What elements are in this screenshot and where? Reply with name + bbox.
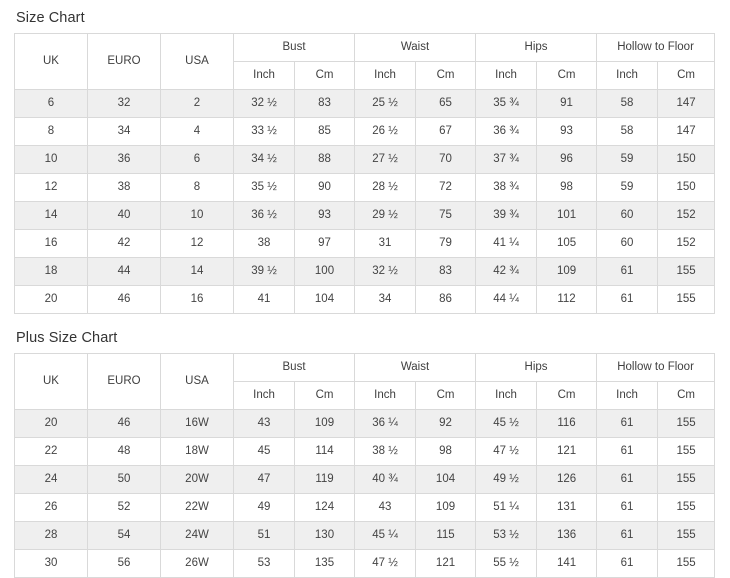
cell-hips-inch: 35 ¾ (476, 90, 537, 118)
column-header-hips: Hips (476, 34, 597, 62)
cell-hips-cm: 96 (537, 146, 597, 174)
cell-bust-cm: 83 (295, 90, 355, 118)
cell-bust-inch: 51 (234, 522, 295, 550)
cell-hollow-inch: 61 (597, 466, 658, 494)
cell-bust-cm: 114 (295, 438, 355, 466)
cell-hips-cm: 98 (537, 174, 597, 202)
column-header-euro: EURO (88, 34, 161, 90)
cell-bust-cm: 130 (295, 522, 355, 550)
unit-header-waist-cm: Cm (416, 382, 476, 410)
cell-waist-cm: 65 (416, 90, 476, 118)
cell-bust-inch: 41 (234, 286, 295, 314)
cell-hips-cm: 91 (537, 90, 597, 118)
column-header-waist: Waist (355, 354, 476, 382)
cell-hollow-inch: 61 (597, 410, 658, 438)
cell-hips-cm: 141 (537, 550, 597, 578)
cell-hips-inch: 41 ¼ (476, 230, 537, 258)
cell-usa: 18W (161, 438, 234, 466)
cell-hollow-cm: 147 (658, 90, 715, 118)
cell-bust-inch: 49 (234, 494, 295, 522)
column-header-hips: Hips (476, 354, 597, 382)
unit-header-waist-inch: Inch (355, 382, 416, 410)
unit-header-bust-cm: Cm (295, 382, 355, 410)
table-row (15, 438, 715, 466)
cell-euro: 52 (88, 494, 161, 522)
cell-euro: 48 (88, 438, 161, 466)
cell-hips-inch: 39 ¾ (476, 202, 537, 230)
cell-hollow-cm: 150 (658, 146, 715, 174)
cell-hollow-cm: 155 (658, 258, 715, 286)
unit-header-waist-cm: Cm (416, 62, 476, 90)
cell-bust-inch: 34 ½ (234, 146, 295, 174)
cell-hips-cm: 131 (537, 494, 597, 522)
cell-bust-cm: 85 (295, 118, 355, 146)
cell-bust-cm: 97 (295, 230, 355, 258)
size-chart-section (14, 10, 716, 314)
plus-size-title: Plus Size Chart (16, 330, 118, 346)
cell-hips-cm: 109 (537, 258, 597, 286)
column-header-uk: UK (15, 354, 88, 410)
cell-hips-cm: 136 (537, 522, 597, 550)
unit-header-hips-inch: Inch (476, 382, 537, 410)
cell-waist-inch: 43 (355, 494, 416, 522)
cell-hollow-inch: 61 (597, 522, 658, 550)
cell-waist-inch: 47 ½ (355, 550, 416, 578)
cell-usa: 16W (161, 410, 234, 438)
cell-bust-inch: 36 ½ (234, 202, 295, 230)
cell-hollow-cm: 155 (658, 550, 715, 578)
unit-header-bust-cm: Cm (295, 62, 355, 90)
table-row (15, 258, 715, 286)
cell-hollow-inch: 61 (597, 494, 658, 522)
cell-hips-inch: 49 ½ (476, 466, 537, 494)
table-header-row (15, 34, 715, 62)
cell-hollow-inch: 59 (597, 146, 658, 174)
cell-hips-inch: 47 ½ (476, 438, 537, 466)
cell-euro: 36 (88, 146, 161, 174)
table-row (15, 494, 715, 522)
cell-bust-inch: 47 (234, 466, 295, 494)
cell-uk: 22 (15, 438, 88, 466)
cell-hollow-inch: 61 (597, 438, 658, 466)
cell-uk: 16 (15, 230, 88, 258)
cell-uk: 30 (15, 550, 88, 578)
cell-hollow-inch: 60 (597, 202, 658, 230)
cell-waist-inch: 36 ¼ (355, 410, 416, 438)
cell-waist-cm: 109 (416, 494, 476, 522)
table-row (15, 146, 715, 174)
table-row (15, 174, 715, 202)
cell-uk: 24 (15, 466, 88, 494)
unit-header-hollow-cm: Cm (658, 62, 715, 90)
cell-waist-inch: 45 ¼ (355, 522, 416, 550)
cell-hips-cm: 105 (537, 230, 597, 258)
cell-hollow-inch: 58 (597, 90, 658, 118)
unit-header-hollow-inch: Inch (597, 62, 658, 90)
table-row (15, 118, 715, 146)
cell-bust-cm: 104 (295, 286, 355, 314)
cell-waist-cm: 104 (416, 466, 476, 494)
cell-waist-cm: 70 (416, 146, 476, 174)
cell-hollow-cm: 155 (658, 494, 715, 522)
table-row (15, 230, 715, 258)
column-header-usa: USA (161, 354, 234, 410)
cell-hips-cm: 112 (537, 286, 597, 314)
cell-bust-cm: 88 (295, 146, 355, 174)
cell-euro: 42 (88, 230, 161, 258)
cell-hollow-inch: 60 (597, 230, 658, 258)
cell-hips-inch: 51 ¼ (476, 494, 537, 522)
unit-header-bust-inch: Inch (234, 62, 295, 90)
cell-waist-cm: 121 (416, 550, 476, 578)
cell-bust-cm: 124 (295, 494, 355, 522)
cell-euro: 46 (88, 410, 161, 438)
unit-header-bust-inch: Inch (234, 382, 295, 410)
cell-bust-cm: 109 (295, 410, 355, 438)
cell-hollow-cm: 150 (658, 174, 715, 202)
cell-waist-inch: 40 ¾ (355, 466, 416, 494)
cell-waist-inch: 31 (355, 230, 416, 258)
cell-hollow-cm: 152 (658, 230, 715, 258)
column-header-bust: Bust (234, 34, 355, 62)
unit-header-waist-inch: Inch (355, 62, 416, 90)
cell-bust-inch: 43 (234, 410, 295, 438)
cell-hips-inch: 45 ½ (476, 410, 537, 438)
cell-waist-inch: 32 ½ (355, 258, 416, 286)
cell-uk: 14 (15, 202, 88, 230)
cell-uk: 18 (15, 258, 88, 286)
cell-bust-cm: 90 (295, 174, 355, 202)
cell-hips-inch: 53 ½ (476, 522, 537, 550)
cell-hollow-cm: 147 (658, 118, 715, 146)
table-row (15, 550, 715, 578)
cell-bust-inch: 32 ½ (234, 90, 295, 118)
cell-hips-inch: 44 ¼ (476, 286, 537, 314)
cell-usa: 8 (161, 174, 234, 202)
cell-hollow-inch: 61 (597, 258, 658, 286)
cell-euro: 40 (88, 202, 161, 230)
cell-waist-cm: 75 (416, 202, 476, 230)
size-chart-table (14, 33, 715, 314)
cell-waist-inch: 26 ½ (355, 118, 416, 146)
cell-waist-cm: 72 (416, 174, 476, 202)
cell-uk: 12 (15, 174, 88, 202)
cell-bust-inch: 38 (234, 230, 295, 258)
unit-header-hollow-cm: Cm (658, 382, 715, 410)
cell-bust-cm: 100 (295, 258, 355, 286)
cell-uk: 20 (15, 286, 88, 314)
cell-bust-inch: 33 ½ (234, 118, 295, 146)
cell-waist-inch: 25 ½ (355, 90, 416, 118)
table-header-row (15, 354, 715, 382)
cell-hollow-cm: 152 (658, 202, 715, 230)
column-header-uk: UK (15, 34, 88, 90)
cell-uk: 28 (15, 522, 88, 550)
cell-waist-cm: 83 (416, 258, 476, 286)
cell-usa: 10 (161, 202, 234, 230)
column-header-hollow-to-floor: Hollow to Floor (597, 34, 715, 62)
column-header-waist: Waist (355, 34, 476, 62)
cell-hollow-cm: 155 (658, 466, 715, 494)
cell-usa: 12 (161, 230, 234, 258)
cell-hollow-inch: 58 (597, 118, 658, 146)
cell-hips-inch: 37 ¾ (476, 146, 537, 174)
plus-size-chart-section (14, 330, 716, 578)
cell-euro: 54 (88, 522, 161, 550)
cell-usa: 6 (161, 146, 234, 174)
cell-hollow-inch: 61 (597, 550, 658, 578)
cell-waist-inch: 27 ½ (355, 146, 416, 174)
cell-bust-cm: 135 (295, 550, 355, 578)
cell-bust-inch: 39 ½ (234, 258, 295, 286)
cell-uk: 8 (15, 118, 88, 146)
cell-hips-inch: 38 ¾ (476, 174, 537, 202)
cell-waist-cm: 79 (416, 230, 476, 258)
cell-uk: 26 (15, 494, 88, 522)
cell-euro: 34 (88, 118, 161, 146)
unit-header-hips-cm: Cm (537, 62, 597, 90)
column-header-euro: EURO (88, 354, 161, 410)
plus-size-chart-table (14, 353, 715, 578)
cell-usa: 2 (161, 90, 234, 118)
cell-hollow-inch: 59 (597, 174, 658, 202)
cell-usa: 22W (161, 494, 234, 522)
cell-hips-cm: 101 (537, 202, 597, 230)
page-title: Size Chart (16, 10, 85, 26)
cell-hollow-cm: 155 (658, 522, 715, 550)
cell-euro: 38 (88, 174, 161, 202)
cell-hollow-cm: 155 (658, 438, 715, 466)
cell-hips-cm: 116 (537, 410, 597, 438)
cell-hips-inch: 42 ¾ (476, 258, 537, 286)
cell-euro: 32 (88, 90, 161, 118)
unit-header-hollow-inch: Inch (597, 382, 658, 410)
cell-usa: 24W (161, 522, 234, 550)
cell-usa: 26W (161, 550, 234, 578)
cell-hips-cm: 121 (537, 438, 597, 466)
cell-waist-cm: 67 (416, 118, 476, 146)
cell-bust-cm: 93 (295, 202, 355, 230)
cell-euro: 56 (88, 550, 161, 578)
cell-uk: 10 (15, 146, 88, 174)
cell-waist-cm: 92 (416, 410, 476, 438)
column-header-hollow-to-floor: Hollow to Floor (597, 354, 715, 382)
cell-bust-inch: 53 (234, 550, 295, 578)
cell-uk: 6 (15, 90, 88, 118)
cell-waist-inch: 28 ½ (355, 174, 416, 202)
cell-usa: 20W (161, 466, 234, 494)
column-header-usa: USA (161, 34, 234, 90)
cell-euro: 46 (88, 286, 161, 314)
cell-bust-inch: 35 ½ (234, 174, 295, 202)
cell-waist-cm: 115 (416, 522, 476, 550)
table-row (15, 466, 715, 494)
cell-hips-cm: 126 (537, 466, 597, 494)
cell-bust-inch: 45 (234, 438, 295, 466)
cell-waist-cm: 86 (416, 286, 476, 314)
cell-hollow-inch: 61 (597, 286, 658, 314)
cell-waist-inch: 38 ½ (355, 438, 416, 466)
cell-bust-cm: 119 (295, 466, 355, 494)
table-row (15, 522, 715, 550)
cell-hips-inch: 36 ¾ (476, 118, 537, 146)
cell-waist-inch: 34 (355, 286, 416, 314)
table-row (15, 202, 715, 230)
cell-euro: 50 (88, 466, 161, 494)
cell-hollow-cm: 155 (658, 286, 715, 314)
table-row (15, 90, 715, 118)
column-header-bust: Bust (234, 354, 355, 382)
cell-euro: 44 (88, 258, 161, 286)
cell-usa: 14 (161, 258, 234, 286)
section-divider (14, 314, 716, 328)
cell-hips-cm: 93 (537, 118, 597, 146)
table-row (15, 286, 715, 314)
cell-usa: 4 (161, 118, 234, 146)
cell-usa: 16 (161, 286, 234, 314)
cell-uk: 20 (15, 410, 88, 438)
cell-waist-cm: 98 (416, 438, 476, 466)
table-row (15, 410, 715, 438)
cell-hollow-cm: 155 (658, 410, 715, 438)
cell-hips-inch: 55 ½ (476, 550, 537, 578)
unit-header-hips-inch: Inch (476, 62, 537, 90)
unit-header-hips-cm: Cm (537, 382, 597, 410)
cell-waist-inch: 29 ½ (355, 202, 416, 230)
